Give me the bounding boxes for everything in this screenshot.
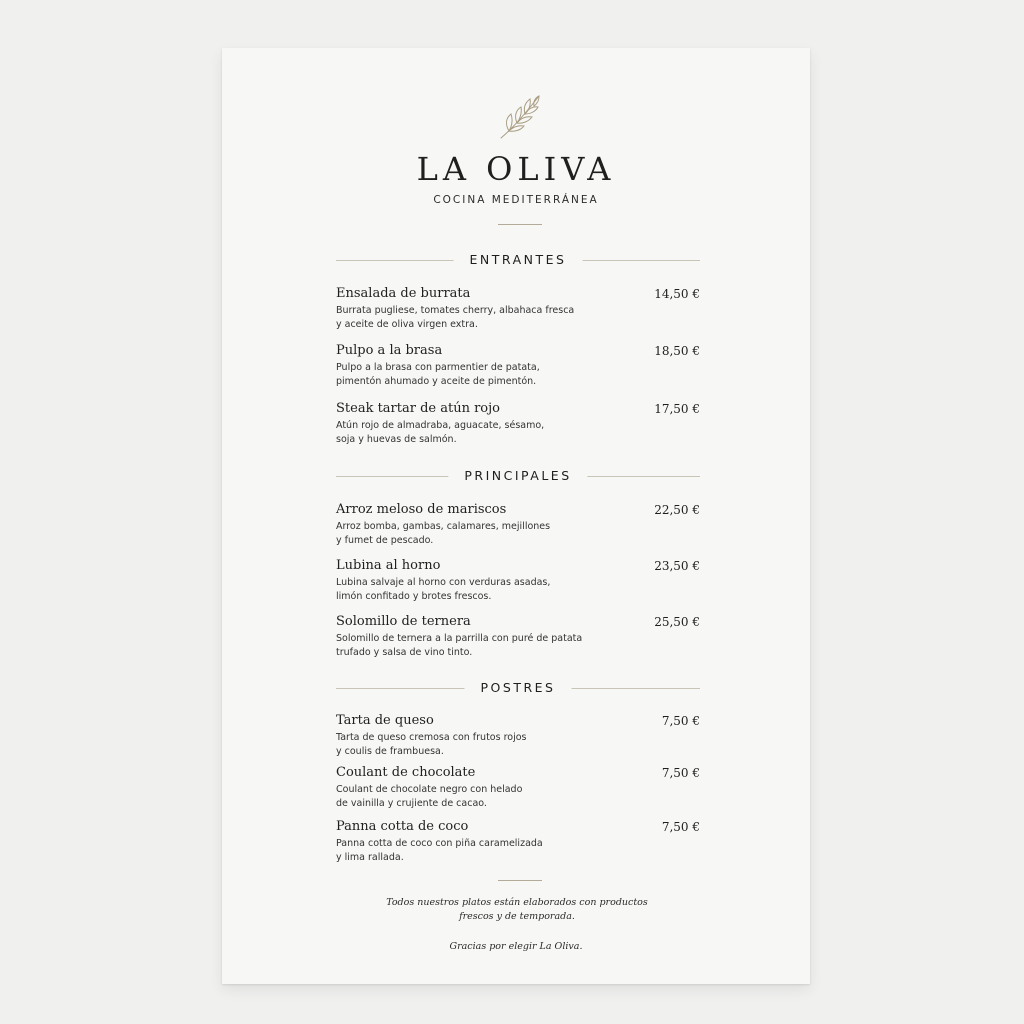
dish-price: 17,50 € bbox=[654, 402, 700, 416]
dish-price: 18,50 € bbox=[654, 344, 700, 358]
dish-price: 22,50 € bbox=[654, 503, 700, 517]
footer-note-line: Todos nuestros platos están elaborados con productos bbox=[386, 897, 648, 908]
dish-description-line: trufado y salsa de vino tinto. bbox=[336, 647, 473, 658]
dish-description bbox=[336, 520, 586, 548]
section-title: POSTRES bbox=[465, 678, 572, 698]
title-divider bbox=[498, 224, 542, 225]
dish-price: 23,50 € bbox=[654, 559, 700, 573]
dish-description bbox=[336, 632, 586, 660]
dish-description bbox=[336, 419, 586, 447]
section-heading-entrantes bbox=[336, 250, 700, 270]
footer-note-line: frescos y de temporada. bbox=[459, 911, 575, 922]
dish-description-line: Pulpo a la brasa con parmentier de patata, bbox=[336, 362, 540, 373]
dish-description-line: Coulant de chocolate negro con helado bbox=[336, 784, 523, 795]
dish-description-line: Lubina salvaje al horno con verduras asadas, bbox=[336, 577, 551, 588]
dish-description bbox=[336, 361, 586, 389]
section-heading-postres bbox=[336, 678, 700, 698]
dish-description bbox=[336, 783, 586, 811]
dish-name: Solomillo de ternera bbox=[336, 614, 471, 629]
dish-price: 14,50 € bbox=[654, 287, 700, 301]
menu-card bbox=[222, 48, 810, 984]
dish-description-line: y coulis de frambuesa. bbox=[336, 746, 444, 757]
dish-description bbox=[336, 304, 586, 332]
dish-description-line: y fumet de pescado. bbox=[336, 535, 434, 546]
dish-price: 7,50 € bbox=[661, 766, 700, 780]
dish-name: Panna cotta de coco bbox=[336, 819, 469, 834]
dish-name: Tarta de queso bbox=[336, 713, 434, 728]
dish-name: Lubina al horno bbox=[336, 558, 441, 573]
dish-description-line: soja y huevas de salmón. bbox=[336, 434, 457, 445]
dish-price: 7,50 € bbox=[661, 820, 700, 834]
dish-price: 7,50 € bbox=[661, 714, 700, 728]
dish-description-line: limón confitado y brotes frescos. bbox=[336, 591, 492, 602]
footer-thanks: Gracias por elegir La Oliva. bbox=[449, 941, 583, 952]
section-title: ENTRANTES bbox=[454, 250, 583, 270]
section-title: PRINCIPALES bbox=[448, 466, 587, 486]
dish-description-line: Tarta de queso cremosa con frutos rojos bbox=[336, 732, 527, 743]
dish-description-line: Atún rojo de almadraba, aguacate, sésamo, bbox=[336, 420, 545, 431]
olive-branch-icon bbox=[497, 88, 547, 144]
dish-description-line: Panna cotta de coco con piña caramelizada bbox=[336, 838, 543, 849]
dish-description-line: y lima rallada. bbox=[336, 852, 404, 863]
dish-name: Coulant de chocolate bbox=[336, 765, 476, 780]
dish-description-line: y aceite de oliva virgen extra. bbox=[336, 319, 478, 330]
dish-description bbox=[336, 731, 586, 759]
dish-description-line: Burrata pugliese, tomates cherry, albahaca fresca bbox=[336, 305, 575, 316]
dish-description-line: pimentón ahumado y aceite de pimentón. bbox=[336, 376, 537, 387]
dish-name: Steak tartar de atún rojo bbox=[336, 401, 500, 416]
footer-divider bbox=[498, 880, 542, 881]
restaurant-name: LA OLIVA bbox=[416, 150, 616, 188]
dish-price: 25,50 € bbox=[654, 615, 700, 629]
dish-description bbox=[336, 576, 586, 604]
dish-description-line: de vainilla y crujiente de cacao. bbox=[336, 798, 487, 809]
dish-description-line: Arroz bomba, gambas, calamares, mejillones bbox=[336, 521, 551, 532]
dish-description-line: Solomillo de ternera a la parrilla con puré de patata bbox=[336, 633, 583, 644]
section-heading-principales bbox=[336, 466, 700, 486]
dish-description bbox=[336, 837, 586, 865]
restaurant-tagline: COCINA MEDITERRÁNEA bbox=[433, 194, 599, 206]
footer-note bbox=[362, 896, 672, 924]
dish-name: Pulpo a la brasa bbox=[336, 343, 443, 358]
dish-name: Ensalada de burrata bbox=[336, 286, 471, 301]
dish-name: Arroz meloso de mariscos bbox=[336, 502, 507, 517]
